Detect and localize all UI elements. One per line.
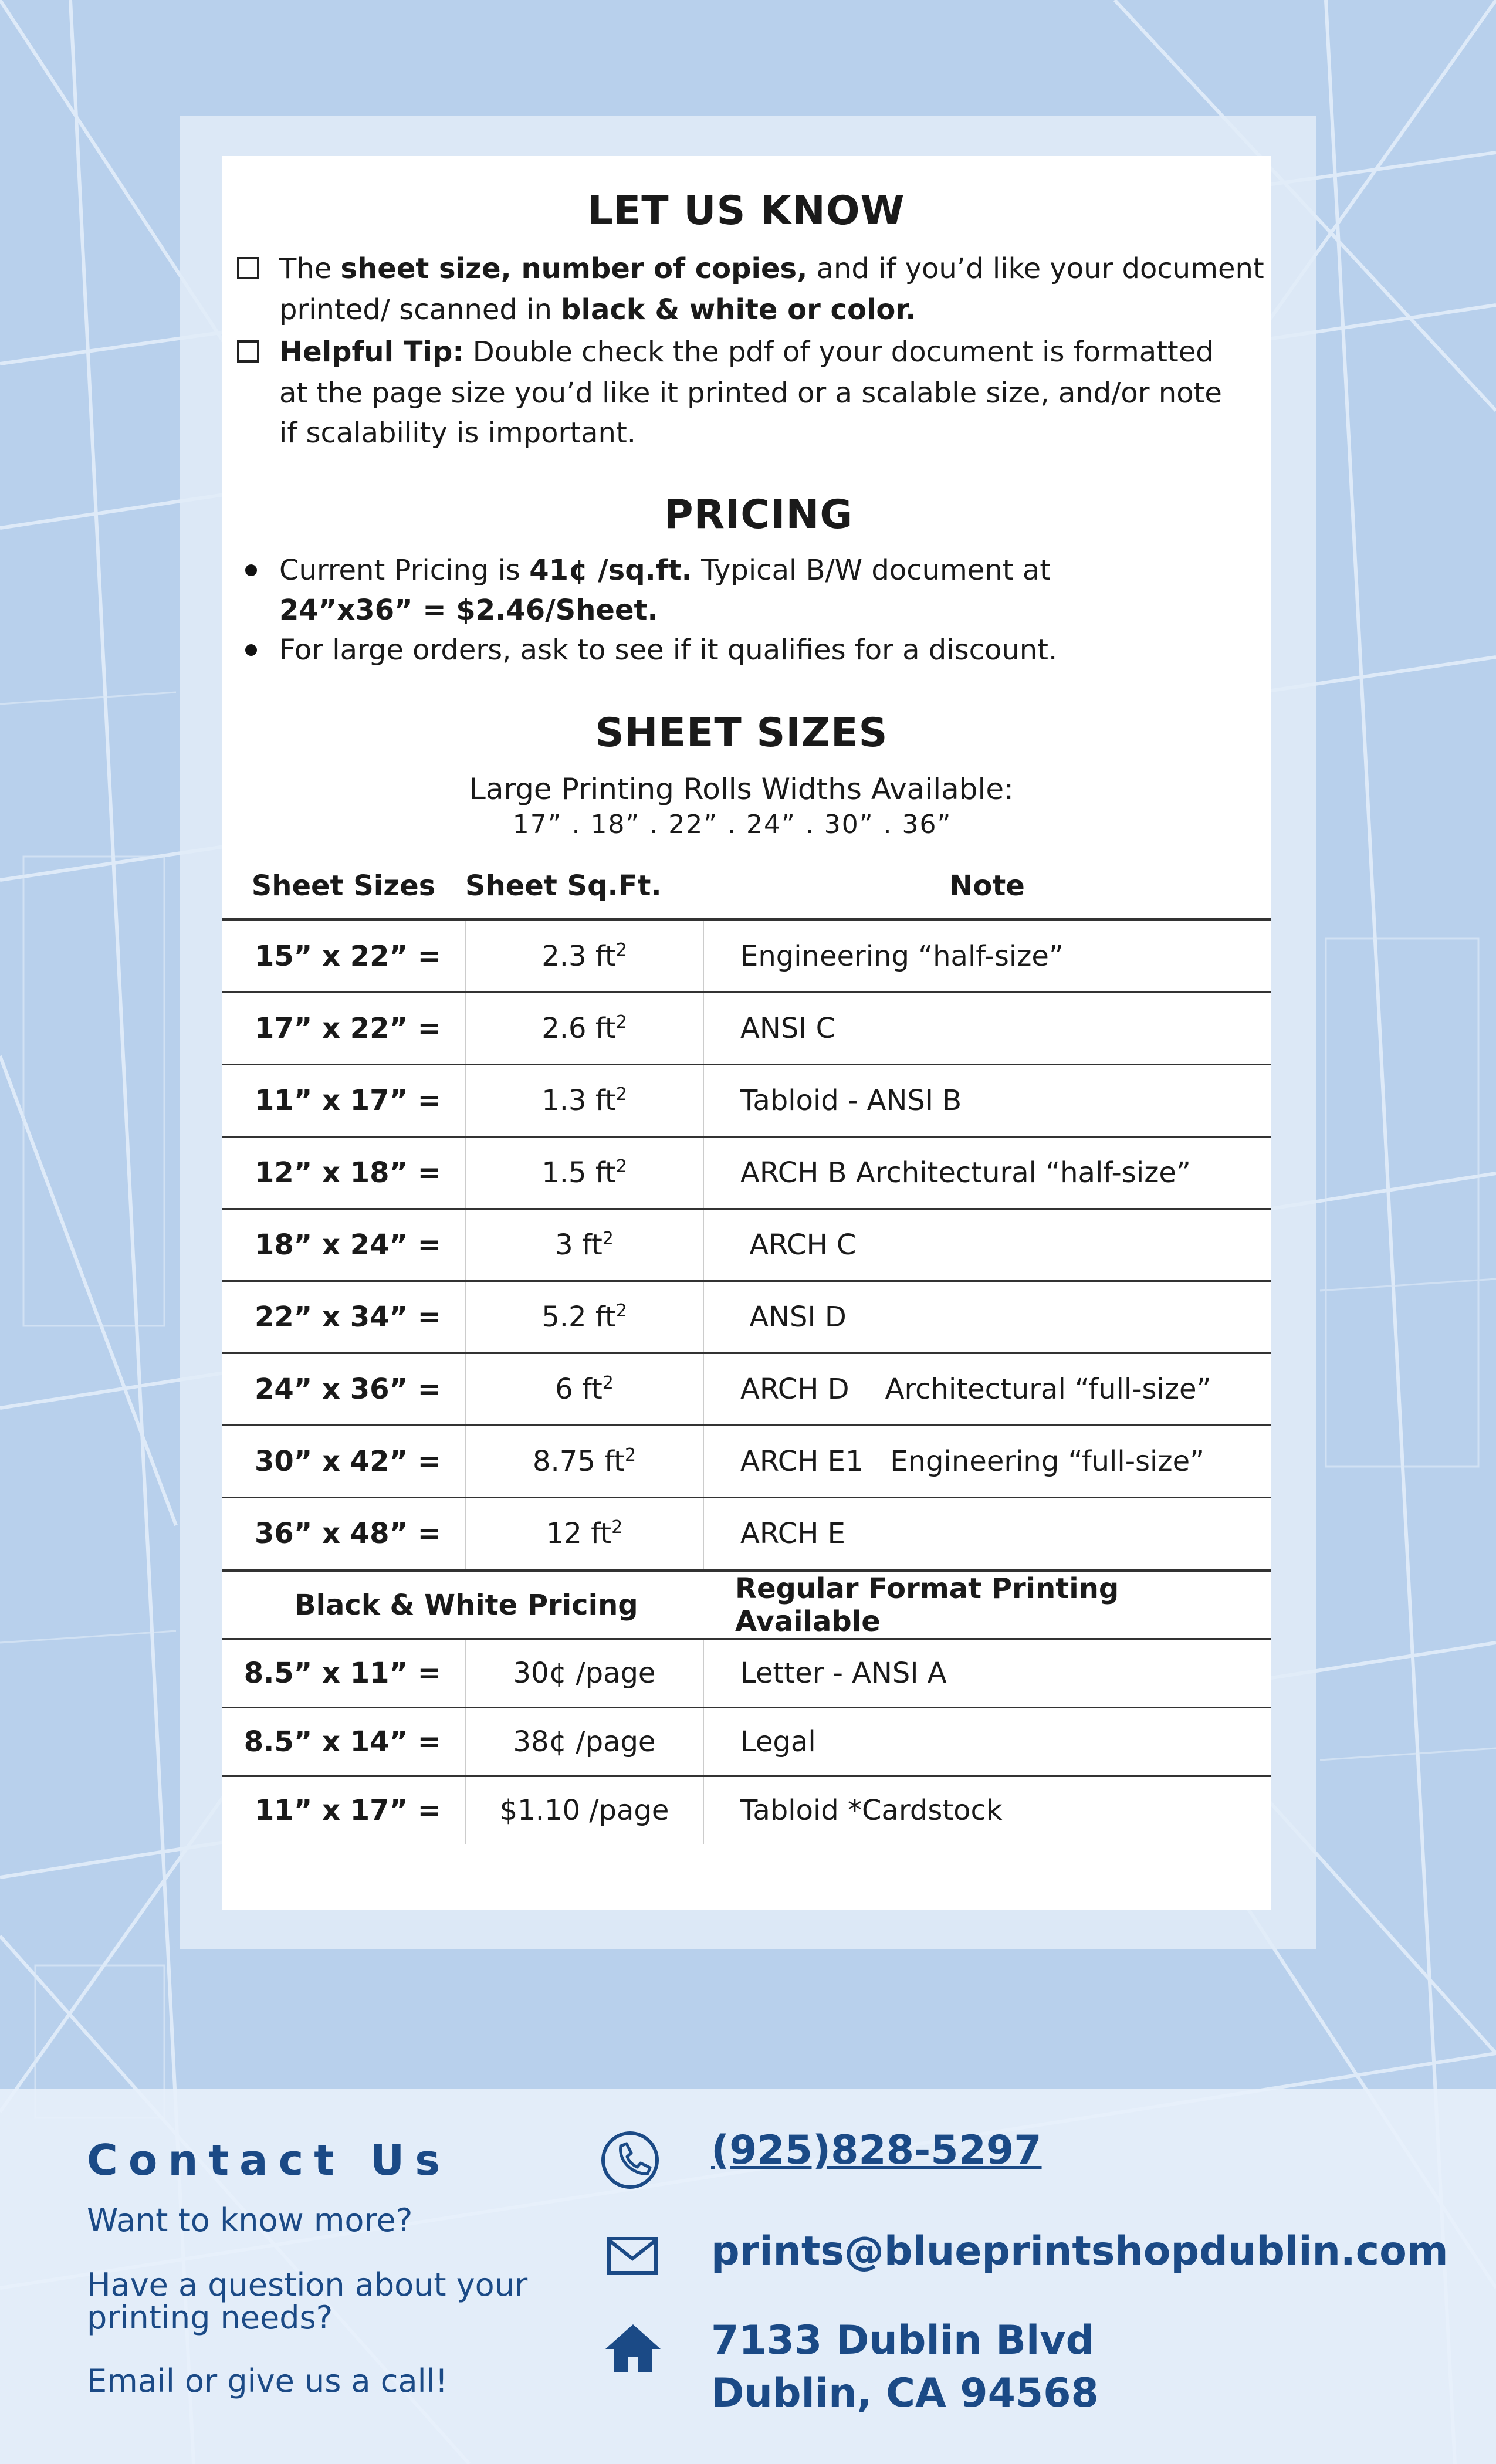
email-link[interactable]: prints@blueprintshopdublin.com: [711, 2228, 1448, 2275]
bw-pricing-header-row: [222, 1571, 1271, 1639]
sheet-note: ARCH C: [703, 1209, 1271, 1281]
table-row: [222, 1281, 1271, 1353]
sheet-sizes-table: [222, 854, 1271, 1844]
sheet-note: ARCH E1 Engineering “full-size”: [703, 1426, 1271, 1498]
pricing-heading: PRICING: [664, 492, 854, 538]
table-row: [222, 1708, 1271, 1776]
bw-note: Legal: [703, 1708, 1271, 1776]
regular-format-header: Regular Format Printing Available: [703, 1571, 1271, 1639]
address-line-1: 7133 Dublin Blvd: [711, 2317, 1095, 2364]
bw-note: Letter - ANSI A: [703, 1639, 1271, 1708]
table-row: [222, 1209, 1271, 1281]
contact-line-3: printing needs?: [87, 2299, 333, 2336]
table-row: [222, 1353, 1271, 1426]
bw-pricing-header: Black & White Pricing: [222, 1571, 703, 1639]
roll-widths: 17” . 18” . 22” . 24” . 30” . 36”: [512, 810, 952, 840]
table-row: [222, 1137, 1271, 1209]
contact-heading: Contact Us: [87, 2135, 451, 2185]
sheet-size: 22” x 34” =: [222, 1281, 465, 1353]
bw-price: 38¢ /page: [465, 1708, 703, 1776]
sheet-size: 17” x 22” =: [222, 993, 465, 1065]
sheet-note: ANSI D: [703, 1281, 1271, 1353]
table-row: [222, 1498, 1271, 1571]
sheet-sqft: 1.3 $ft^2$: [465, 1065, 703, 1137]
pricing-bullet-2: For large orders, ask to see if it qualifies for a discount.: [279, 634, 1058, 666]
sheet-sizes-heading: SHEET SIZES: [595, 710, 888, 756]
header-sheet-sizes: Sheet Sizes: [222, 854, 465, 919]
address-line-2: Dublin, CA 94568: [711, 2370, 1099, 2416]
sheet-note: ARCH D Architectural “full-size”: [703, 1353, 1271, 1426]
header-note: Note: [703, 854, 1271, 919]
bw-note: Tabloid *Cardstock: [740, 1794, 1003, 1827]
bullet: [245, 644, 257, 656]
sheet-sqft: 1.5 $ft^2$: [465, 1137, 703, 1209]
pricing-typical-price: 24”x36” = $2.46/Sheet.: [279, 594, 658, 627]
table-row: [222, 1426, 1271, 1498]
bw-price: $1.10 /page: [465, 1776, 703, 1844]
table-row: [222, 919, 1271, 993]
home-icon: [604, 2322, 662, 2374]
sheet-size: 11” x 17” =: [222, 1065, 465, 1137]
sheet-note: Tabloid - ANSI B: [703, 1065, 1271, 1137]
sheet-note: ANSI C: [703, 993, 1271, 1065]
let-us-know-heading: LET US KNOW: [587, 188, 905, 234]
sheet-sqft: 12 $ft^2$: [465, 1498, 703, 1571]
contact-line-4: Email or give us a call!: [87, 2363, 448, 2399]
bw-size: 8.5” x 14” =: [222, 1708, 465, 1776]
bw-size: 8.5” x 11” =: [222, 1639, 465, 1708]
sheet-note: Engineering “half-size”: [703, 919, 1271, 993]
sheet-size: 12” x 18” =: [222, 1137, 465, 1209]
table-row: [222, 1639, 1271, 1708]
phone-link[interactable]: (925)828-5297: [711, 2127, 1042, 2174]
sheet-sqft: 2.3 $ft^2$: [465, 919, 703, 993]
let-us-know-item-2-line-1: Helpful Tip: Double check the pdf of your document is formatted: [279, 336, 1214, 368]
let-us-know-item-2-line-2: at the page size you’d like it printed or a scalable size, and/or note: [279, 377, 1222, 409]
table-row: [222, 1776, 1271, 1844]
sheet-sqft: 6 $ft^2$: [465, 1353, 703, 1426]
phone-icon: [600, 2130, 661, 2191]
sheet-note: ARCH E: [703, 1498, 1271, 1571]
checkbox-icon: [237, 340, 259, 363]
sheet-size: 30” x 42” =: [222, 1426, 465, 1498]
let-us-know-item-1-line-1: The sheet size, number of copies, and if you’d like your document: [279, 252, 1264, 285]
sheet-sqft: 2.6 $ft^2$: [465, 993, 703, 1065]
sheet-size: 36” x 48” =: [222, 1498, 465, 1571]
table-header-row: [222, 854, 1271, 919]
pricing-bullet-1: Current Pricing is 41¢ /sq.ft. Typical B/W document at: [279, 554, 1051, 587]
contact-line-2: Have a question about your: [87, 2266, 528, 2303]
contact-line-1: Want to know more?: [87, 2202, 413, 2239]
sheet-size: 18” x 24” =: [222, 1209, 465, 1281]
bw-size: 11” x 17” =: [222, 1776, 465, 1844]
rolls-subtitle: Large Printing Rolls Widths Available:: [469, 772, 1014, 806]
sheet-sqft: 5.2 $ft^2$: [465, 1281, 703, 1353]
table-row: [222, 993, 1271, 1065]
sheet-size: 15” x 22” =: [222, 919, 465, 993]
mail-icon: [607, 2235, 658, 2276]
table-row: [222, 1065, 1271, 1137]
sheet-sqft: 8.75 $ft^2$: [465, 1426, 703, 1498]
bw-price: 30¢ /page: [465, 1639, 703, 1708]
sheet-size: 24” x 36” =: [222, 1353, 465, 1426]
let-us-know-item-1-line-2: printed/ scanned in black & white or color.: [279, 293, 916, 326]
sheet-note: ARCH B Architectural “half-size”: [703, 1137, 1271, 1209]
sheet-sqft: 3 $ft^2$: [465, 1209, 703, 1281]
header-sheet-sqft: Sheet Sq.Ft.: [465, 854, 703, 919]
bullet: [245, 564, 257, 576]
let-us-know-item-2-line-3: if scalability is important.: [279, 417, 637, 449]
checkbox-icon: [237, 257, 259, 279]
